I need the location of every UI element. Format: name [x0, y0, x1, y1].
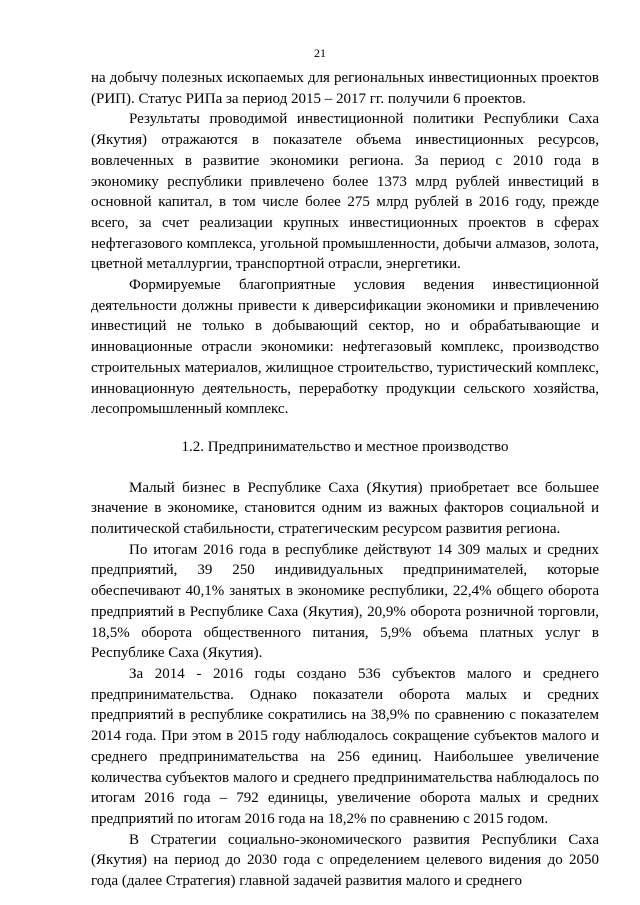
paragraph-continuation: на добычу полезных ископаемых для региональных инвестиционных проектов (РИП). Статус РИПа за период 2015 – 2017 гг. получили 6 проектов. — [91, 70, 599, 107]
page-number: 21 — [314, 46, 326, 60]
paragraph-small-business: Малый бизнес в Республике Саха (Якутия) приобретает все большее значение в экономике, становится одним из важных факторов социальной и политической стабильности, стратегическим ресурсом развития региона. — [91, 479, 599, 538]
paragraph-2014-2016: За 2014 - 2016 годы создано 536 субъектов малого и среднего предпринимательства. Однако показатели оборота малых и средних предприятий в республике сократились на 38,9% по сравнению с показателем 2014 года. При этом в 2015 году наблюдалось сокращение субъектов малого и среднего предпринимательства на 256 единиц. Наибольшее увеличение количества субъектов малого и среднего предпринимательства наблюдалось по итогам 2016 года – 792 единицы, увеличение оборота малых и средних предприятий по итогам 2016 года на 18,2% по сравнению с 2015 годом. — [91, 665, 599, 827]
paragraph-2016-results: По итогам 2016 года в республике действуют 14 309 малых и средних предприятий, 39 250 индивидуальных предпринимателей, которые обеспечивают 40,1% занятых в экономике республики, 22,4% общего оборота предприятий в Республике Саха (Якутия), 20,9% оборота розничной торговли, 18,5% оборота общественного питания, 5,9% объема платных услуг в Республике Саха (Якутия). — [91, 541, 599, 662]
document-body — [91, 68, 599, 892]
paragraph-strategy: В Стратегии социально-экономического развития Республики Саха (Якутия) на период до 2030 года с определением целевого видения до 2050 года (далее Стратегия) главной задачей развития малого и среднего — [91, 831, 599, 890]
paragraph-investment-conditions: Формируемые благоприятные условия ведения инвестиционной деятельности должны привести к диверсификации экономики и привлечению инвестиций не только в добывающий сектор, но и обрабатывающие и инновационные отрасли экономики: нефтегазовый комплекс, производство строительных материалов, жилищное строительство, туристический комплекс, инновационную деятельность, переработку продукции сельского хозяйства, лесопромышленный комплекс. — [91, 277, 599, 418]
paragraph-investment-results: Результаты проводимой инвестиционной политики Республики Саха (Якутия) отражаются в показателе объема инвестиционных ресурсов, вовлеченных в развитие экономики региона. За период с 2010 года в экономику республики привлечено более 1373 млрд рублей инвестиций в основной капитал, в том числе более 275 млрд рублей в 2016 году, прежде всего, за счет реализации крупных инвестиционных проектов в сферах нефтегазового комплекса, угольной промышленности, добычи алмазов, золота, цветной металлургии, транспортной отрасли, энергетики. — [91, 111, 599, 273]
section-heading: 1.2. Предпринимательство и местное производство — [181, 438, 509, 455]
